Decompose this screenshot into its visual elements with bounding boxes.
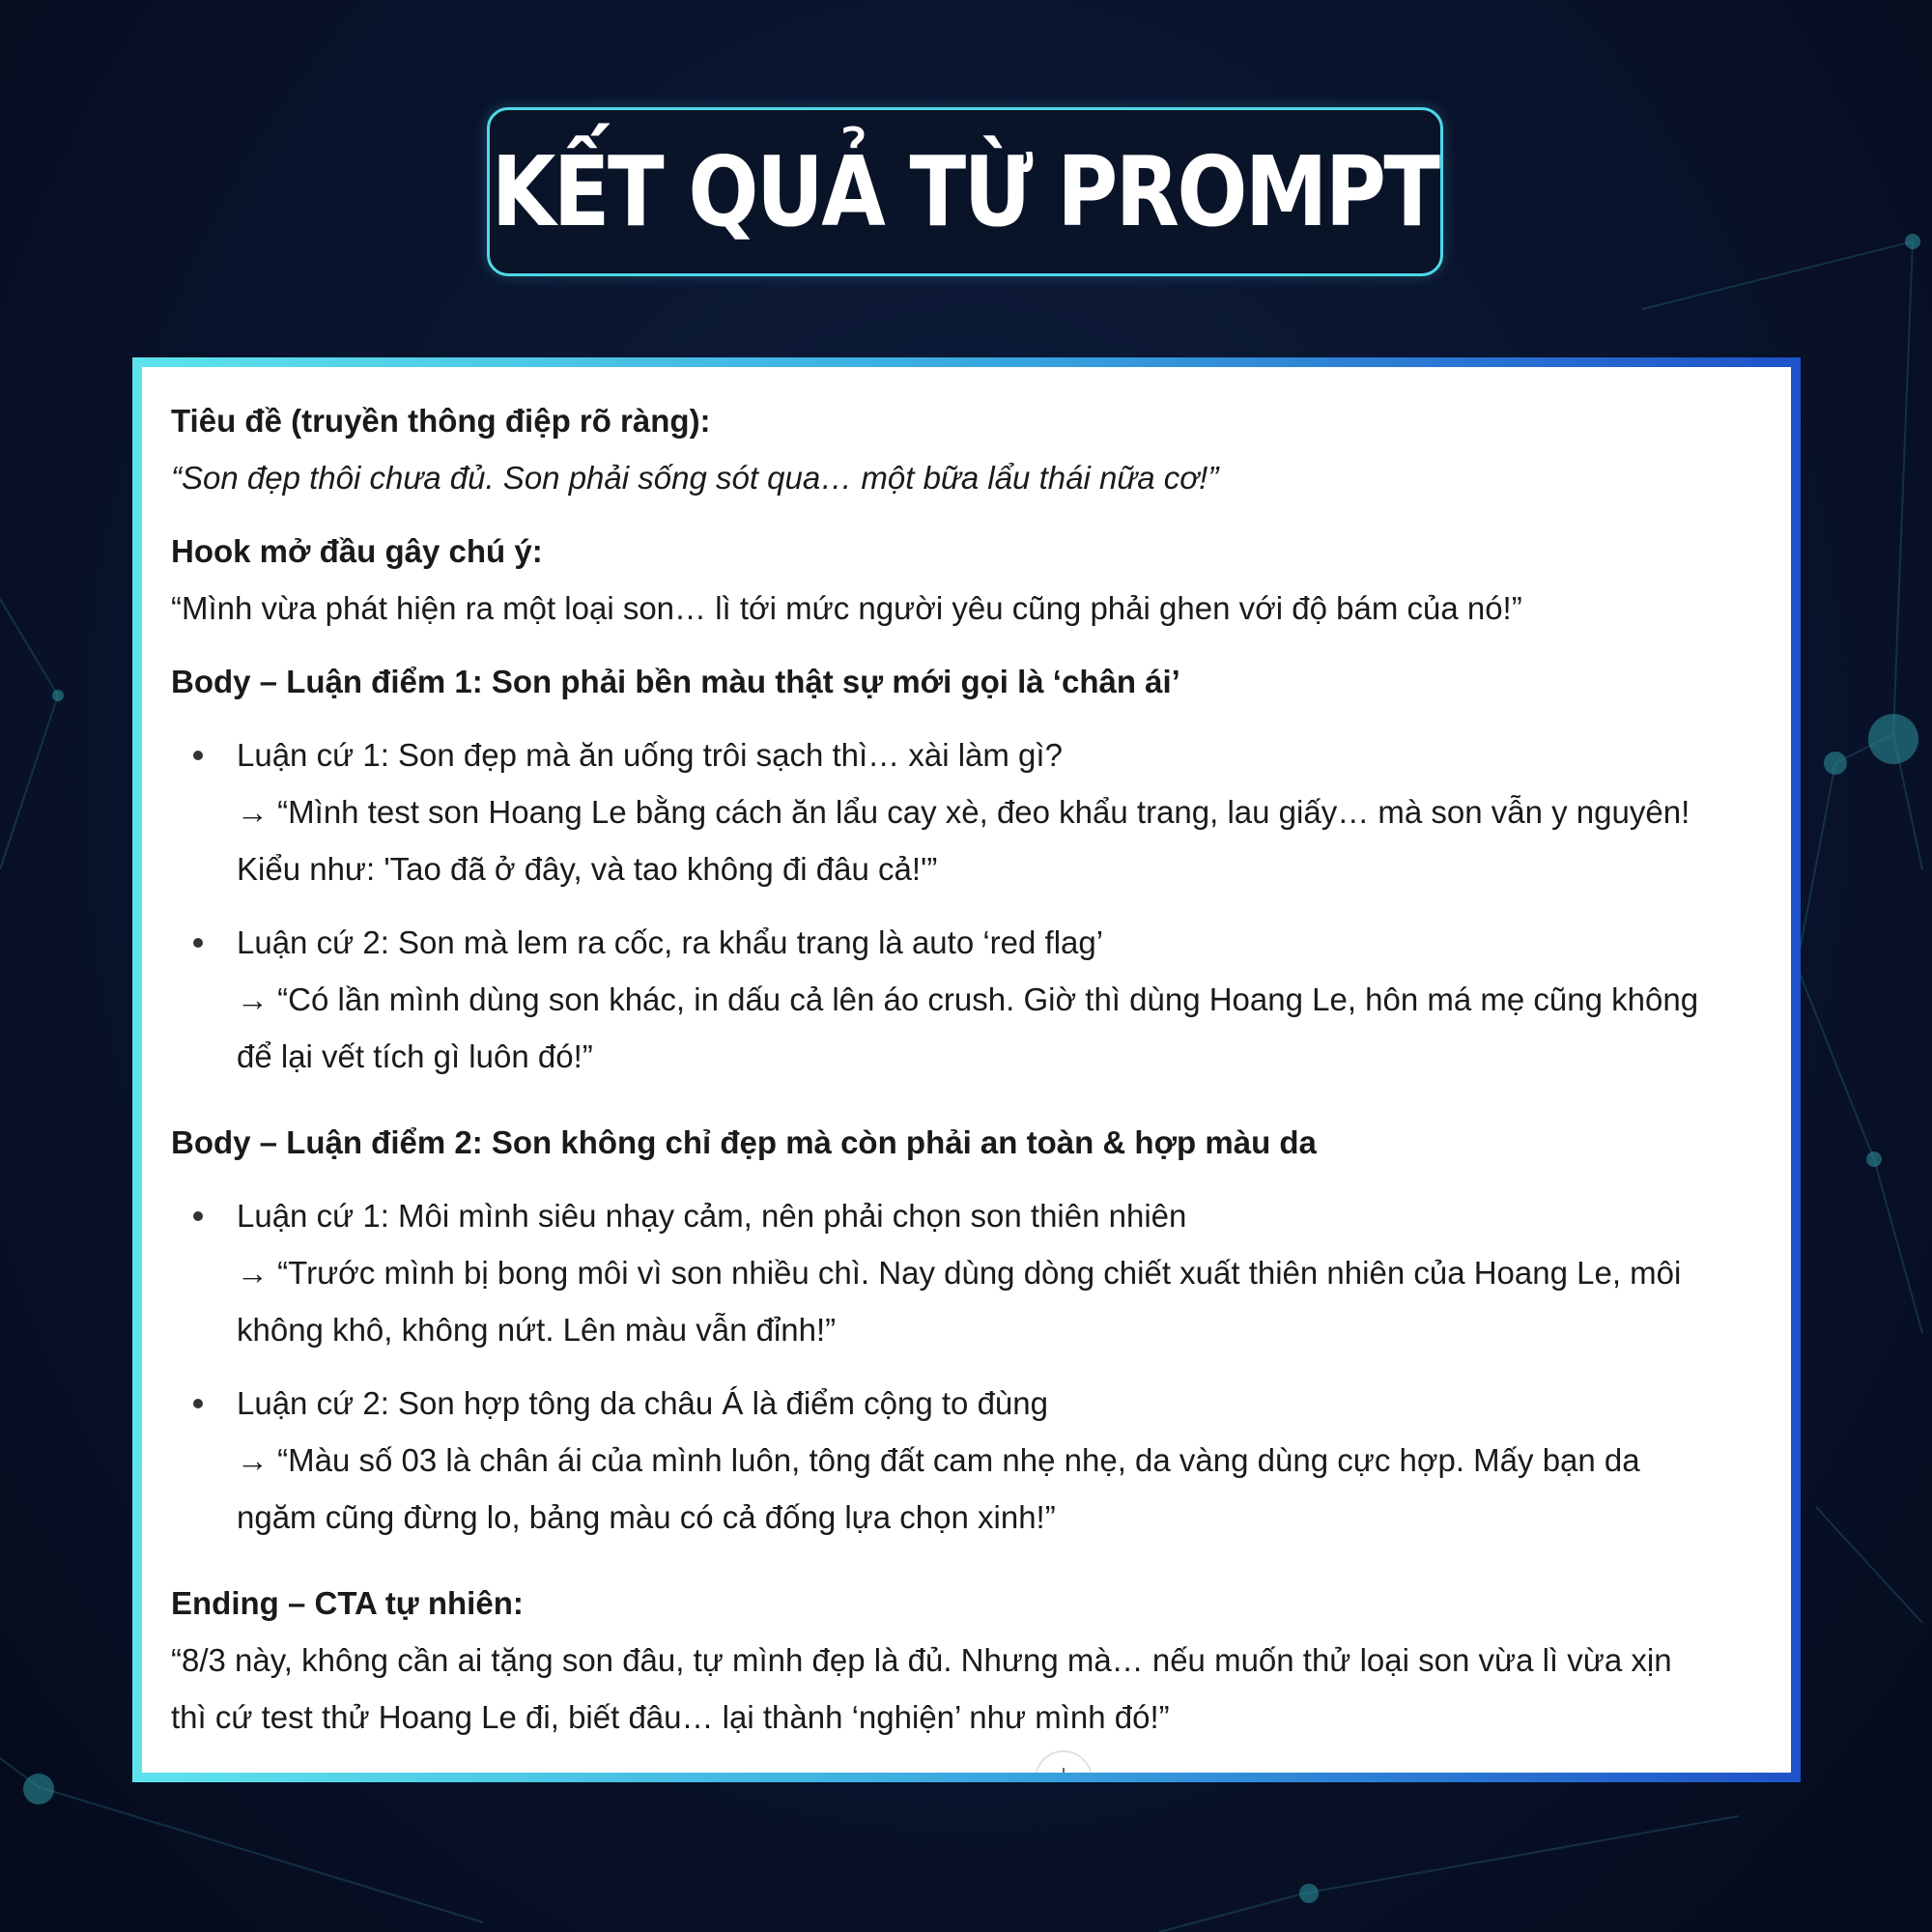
argument-quote-cont: ngăm cũng đừng lo, bảng màu có cả đống lựa chọn xinh!”: [237, 1499, 1056, 1535]
ending-text: “8/3 này, không cần ai tặng son đâu, tự mình đẹp là đủ. Nhưng mà… nếu muốn thử loại son vừa lì vừa xịn: [171, 1642, 1672, 1678]
body2-heading: Body – Luận điểm 2: Son không chỉ đẹp mà còn phải an toàn & hợp màu da: [171, 1124, 1317, 1160]
title-text: “Son đẹp thôi chưa đủ. Son phải sống sót qua… một bữa lẩu thái nữa cơ!”: [171, 460, 1219, 496]
argument-point: Luận cứ 2: Son mà lem ra cốc, ra khẩu trang là auto ‘red flag’: [237, 924, 1104, 960]
list-item: [171, 726, 1752, 897]
title-banner: [487, 107, 1443, 276]
body1-heading: Body – Luận điểm 1: Son phải bền màu thật sự mới gọi là ‘chân ái’: [171, 664, 1180, 699]
title-heading: Tiêu đề (truyền thông điệp rõ ràng):: [171, 403, 711, 439]
ending-heading: Ending – CTA tự nhiên:: [171, 1585, 524, 1621]
list-item: [171, 1375, 1752, 1546]
hook-text: “Mình vừa phát hiện ra một loại son… lì tới mức người yêu cũng phải ghen với độ bám của nó!”: [171, 590, 1522, 626]
argument-quote-cont: Kiểu như: 'Tao đã ở đây, và tao không đi đâu cả!'”: [237, 851, 938, 887]
list-item: [171, 1187, 1752, 1358]
argument-point: Luận cứ 1: Son đẹp mà ăn uống trôi sạch thì… xài làm gì?: [237, 737, 1063, 773]
argument-quote: → “Có lần mình dùng son khác, in dấu cả lên áo crush. Giờ thì dùng Hoang Le, hôn má mẹ cũng không: [237, 981, 1699, 1017]
list-item: [171, 914, 1752, 1085]
body2-list: [171, 1187, 1752, 1546]
content-card: [142, 367, 1791, 1773]
ending-text-cont: thì cứ test thử Hoang Le đi, biết đâu… lại thành ‘nghiện’ như mình đó!”: [171, 1699, 1170, 1735]
argument-quote: → “Trước mình bị bong môi vì son nhiều chì. Nay dùng dòng chiết xuất thiên nhiên của Hoang Le, môi: [237, 1255, 1682, 1291]
argument-point: Luận cứ 1: Môi mình siêu nhạy cảm, nên phải chọn son thiên nhiên: [237, 1198, 1187, 1234]
argument-quote-cont: không khô, không nứt. Lên màu vẫn đỉnh!”: [237, 1312, 837, 1348]
scroll-down-button[interactable]: [1035, 1750, 1093, 1773]
body1-list: [171, 726, 1752, 1085]
argument-quote-cont: để lại vết tích gì luôn đó!”: [237, 1038, 593, 1074]
banner-title: KẾT QUẢ TỪ PROMPT: [492, 134, 1438, 248]
argument-quote: → “Màu số 03 là chân ái của mình luôn, tông đất cam nhẹ nhẹ, da vàng dùng cực hợp. Mấy bạn da: [237, 1442, 1640, 1478]
content-card-frame: [132, 357, 1801, 1782]
hook-heading: Hook mở đầu gây chú ý:: [171, 533, 543, 569]
argument-quote: → “Mình test son Hoang Le bằng cách ăn lẩu cay xè, đeo khẩu trang, lau giấy… mà son vẫn y nguyên!: [237, 794, 1690, 830]
argument-point: Luận cứ 2: Son hợp tông da châu Á là điểm cộng to đùng: [237, 1385, 1048, 1421]
